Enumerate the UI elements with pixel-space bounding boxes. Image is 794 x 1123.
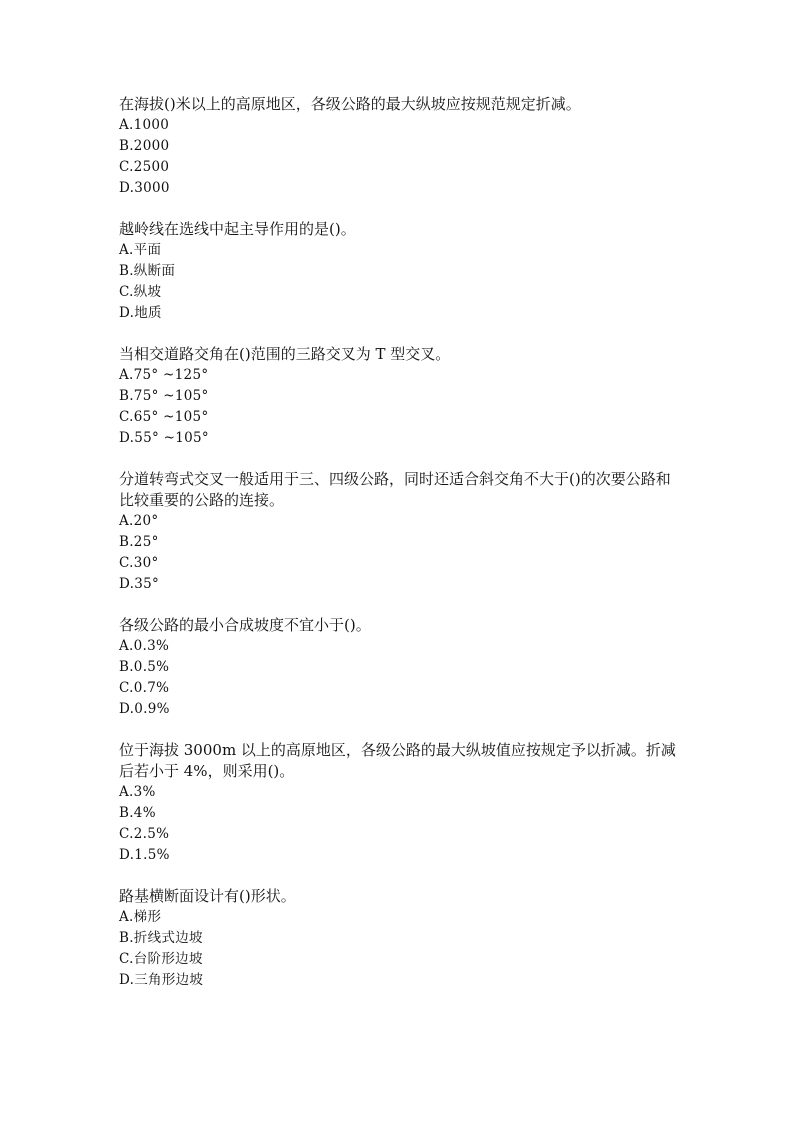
option-b: B.2000 [119,138,170,154]
option-c: C.纵坡 [119,284,162,300]
option-c: C.0.7% [119,680,170,696]
option-a: A.20° [119,513,159,529]
question-5 [119,615,679,720]
option-a: A.3% [119,784,156,800]
question-7 [119,886,679,991]
option-d: D.三角形边坡 [119,972,204,988]
option-d: D.1.5% [119,847,170,863]
question-list [119,94,679,1011]
question-stem: 越岭线在选线中起主导作用的是()。 [119,220,356,238]
option-a: A.75° ~125° [119,367,209,383]
option-b: B.折线式边坡 [119,930,203,946]
question-stem: 位于海拔 3000m 以上的高原地区，各级公路的最大纵坡值应按规定予以折减。折减后若小于 4%，则采用()。 [119,741,676,780]
option-c: C.65° ~105° [119,409,209,425]
question-4 [119,469,679,595]
option-b: B.4% [119,805,156,821]
option-d: D.地质 [119,305,162,321]
option-d: D.35° [119,576,160,592]
option-c: C.30° [119,555,159,571]
option-c: C.2.5% [119,826,170,842]
question-3 [119,344,679,449]
option-d: D.55° ~105° [119,430,209,446]
option-d: D.3000 [119,180,170,196]
question-6 [119,740,679,866]
option-a: A.梯形 [119,909,162,925]
question-stem: 分道转弯式交叉一般适用于三、四级公路，同时还适合斜交角不大于()的次要公路和比较重要的公路的连接。 [119,470,671,509]
question-stem: 路基横断面设计有()形状。 [119,887,296,905]
option-a: A.平面 [119,242,162,258]
option-a: A.0.3% [119,638,170,654]
option-b: B.25° [119,534,159,550]
option-b: B.纵断面 [119,263,176,279]
option-c: C.台阶形边坡 [119,951,203,967]
question-stem: 各级公路的最小合成坡度不宜小于()。 [119,616,371,634]
option-b: B.75° ~105° [119,388,209,404]
option-b: B.0.5% [119,659,170,675]
question-2 [119,219,679,324]
option-d: D.0.9% [119,701,170,717]
question-stem: 当相交道路交角在()范围的三路交叉为 T 型交叉。 [119,345,451,363]
option-c: C.2500 [119,159,170,175]
question-stem: 在海拔()米以上的高原地区，各级公路的最大纵坡应按规范规定折减。 [119,95,581,113]
option-a: A.1000 [119,117,170,133]
question-1 [119,94,679,199]
